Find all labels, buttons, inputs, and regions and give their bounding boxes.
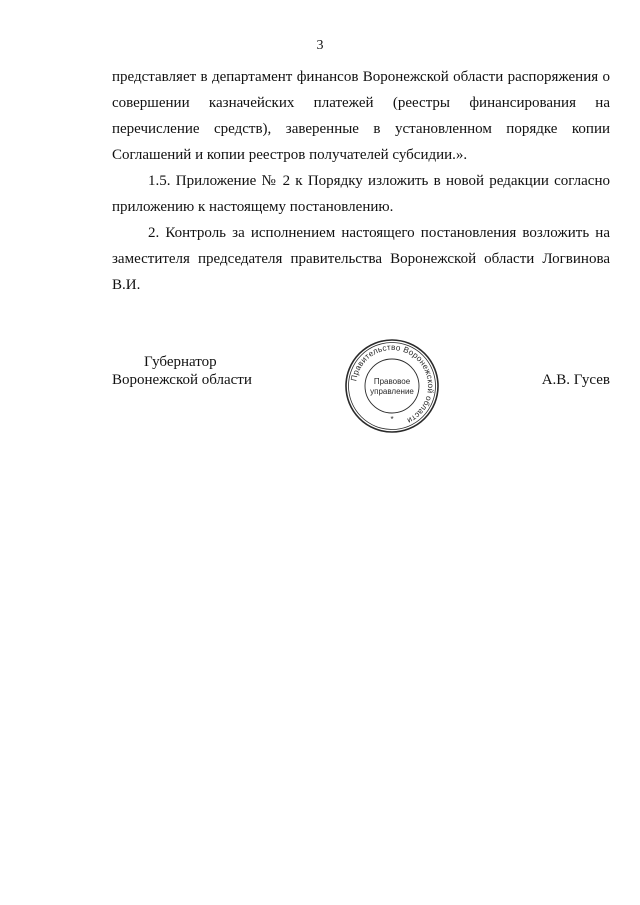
paragraph-continuation: представляет в департамент финансов Воронежской области распоряжения о совершении казначейских платежей (реестры финансирования на перечисление средств), заверенные в установленном порядке копии Соглашений и копии реестров получателей субсидии.». — [112, 69, 610, 163]
page-number: 3 — [316, 38, 324, 53]
svg-text:Правительство Воронежской обла: Правительство Воронежской области — [349, 342, 436, 426]
seal-center-line1: Правовое — [373, 377, 411, 386]
signatory-name: А.В. Гусев — [541, 372, 610, 388]
paragraph-appendix-clause: 1.5. Приложение № 2 к Порядку изложить в новой редакции согласно приложению к настоящему постановлению. — [112, 173, 610, 215]
official-seal-stamp — [344, 338, 440, 434]
seal-star: * — [390, 415, 394, 424]
seal-icon — [344, 338, 440, 434]
signatory-region: Воронежской области — [112, 372, 252, 388]
paragraph-control-clause: 2. Контроль за исполнением настоящего постановления возложить на заместителя председателя правительства Воронежской области Логвинова В.И. — [112, 225, 610, 293]
document-body — [112, 64, 610, 298]
signatory-position: Губернатор — [144, 354, 217, 370]
seal-center-line2: управление — [370, 387, 414, 396]
